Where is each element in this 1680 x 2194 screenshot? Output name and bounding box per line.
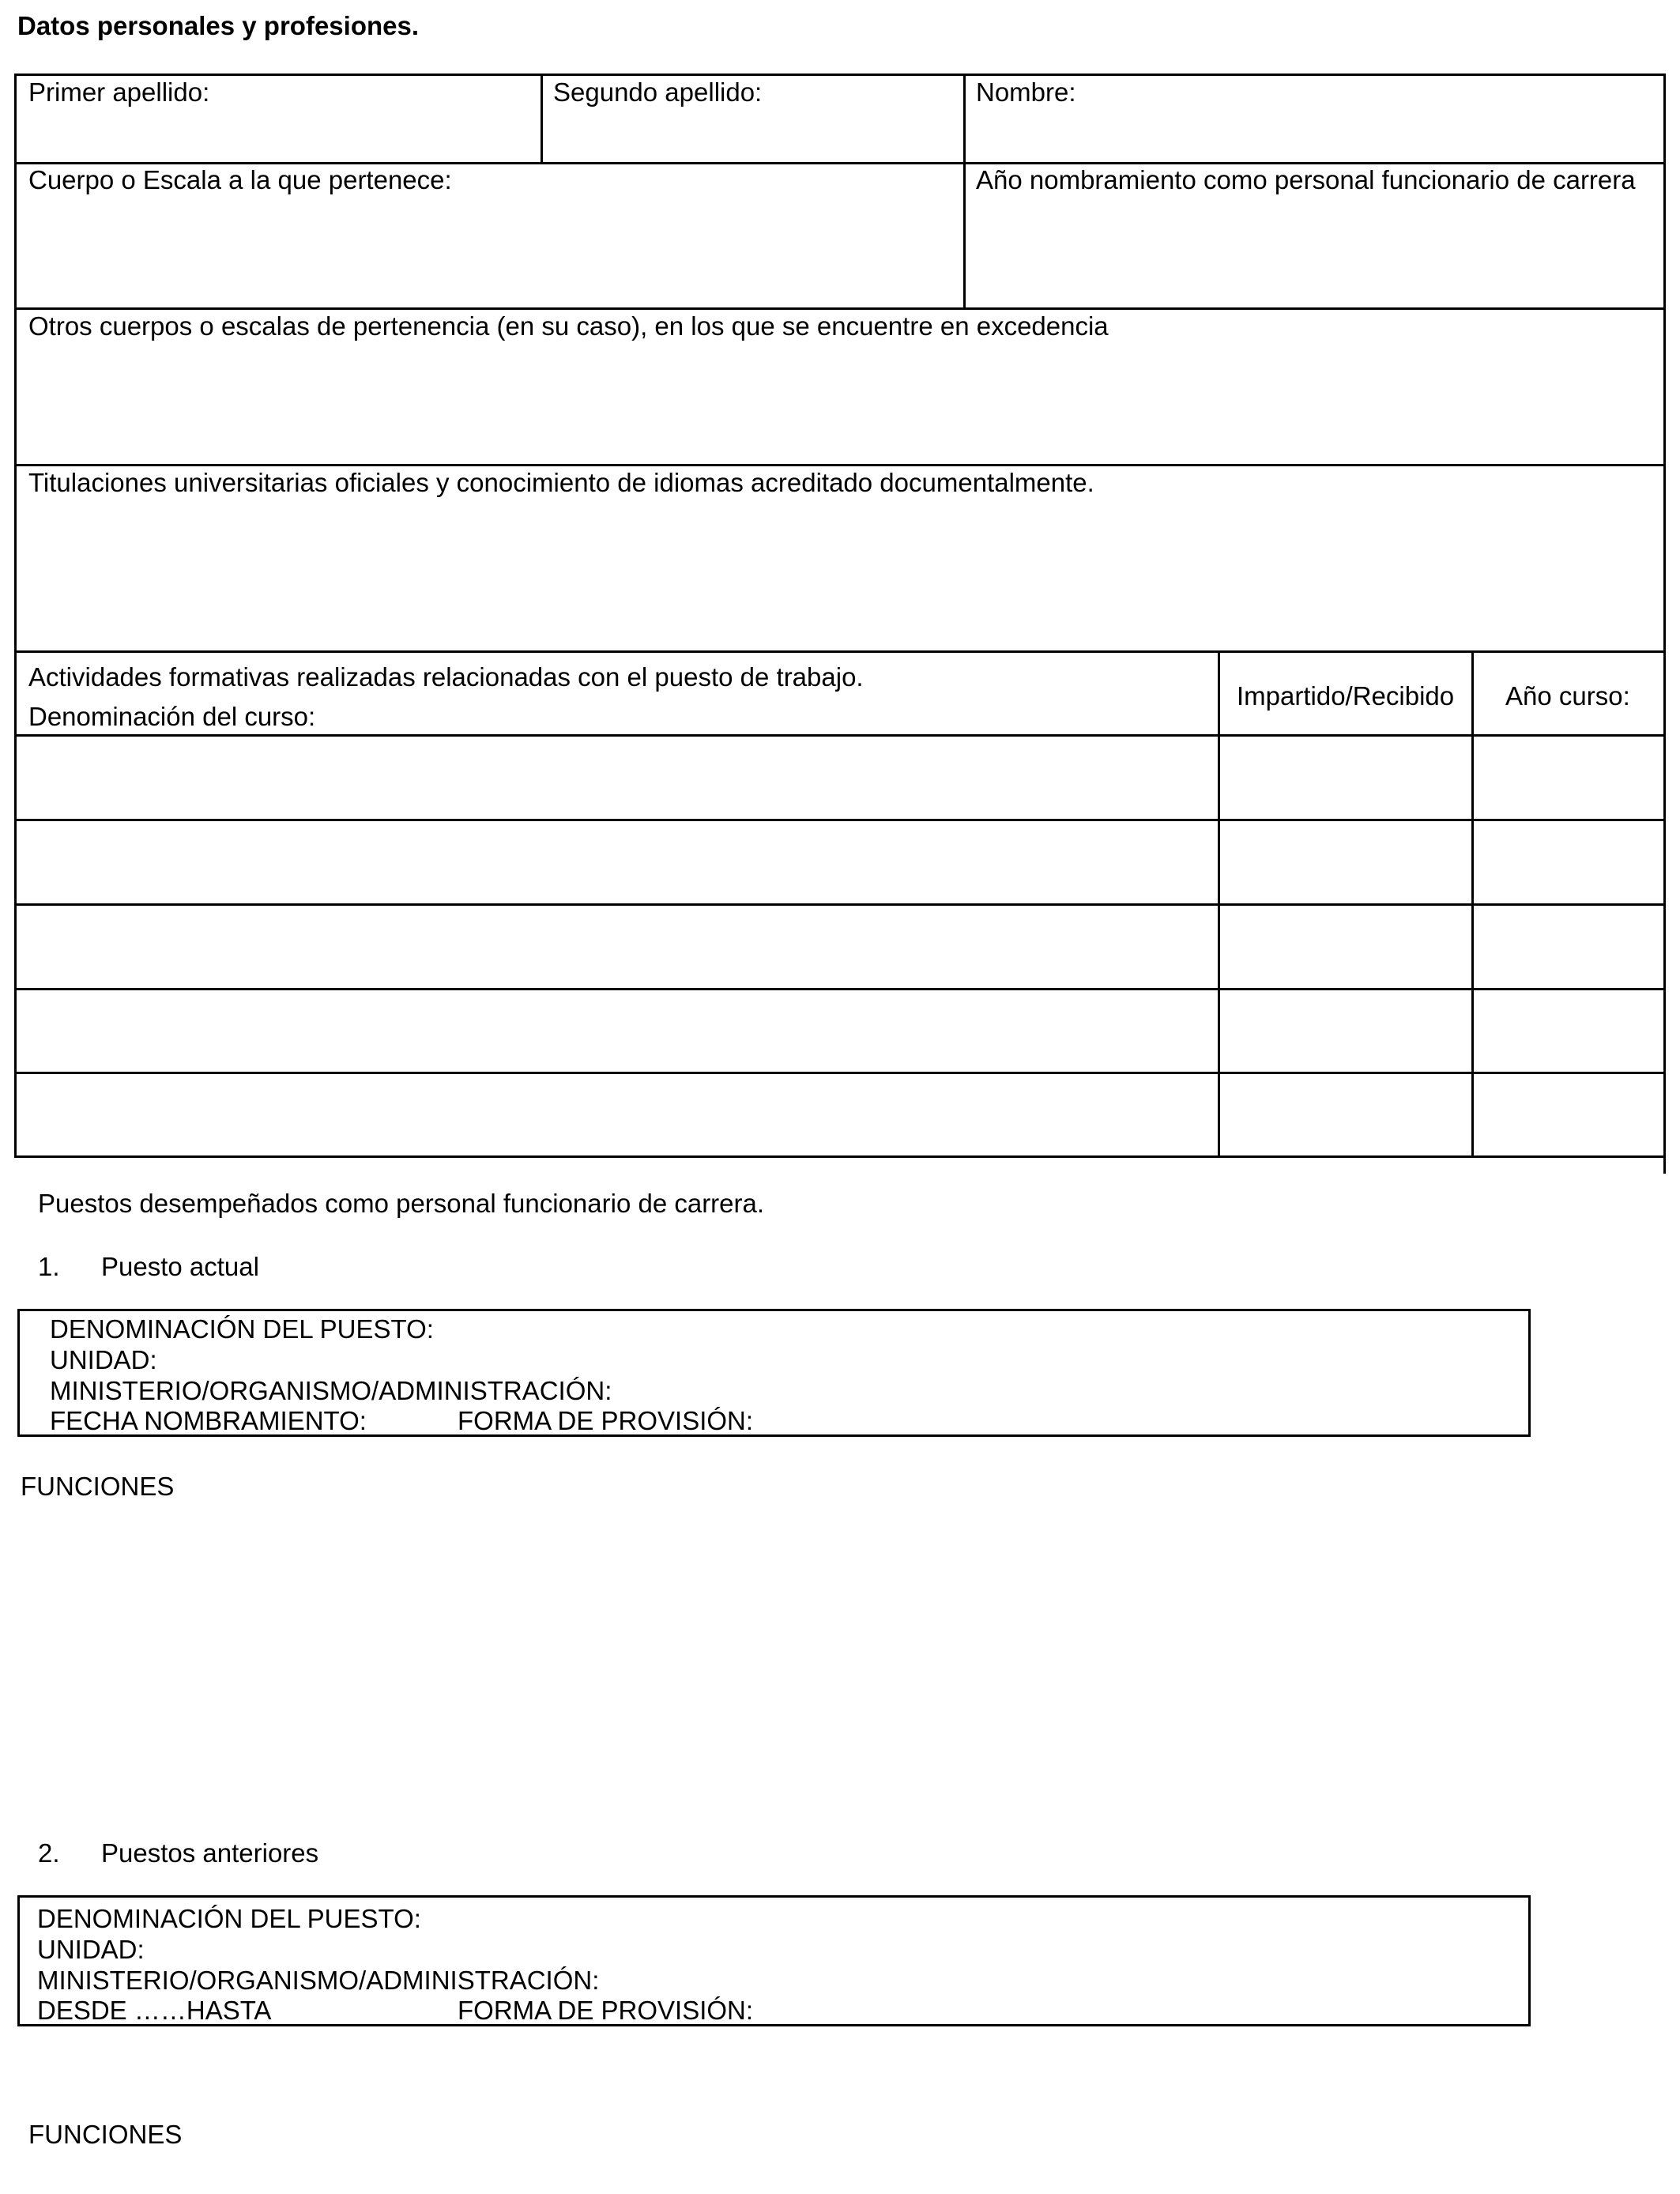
puesto-actual-fecha: FECHA NOMBRAMIENTO: <box>50 1406 367 1435</box>
puestos-anteriores-box <box>17 1895 1531 2026</box>
puesto-actual-number: 1. <box>38 1252 60 1281</box>
puesto-actual-box <box>17 1309 1531 1437</box>
puesto-actual-denominacion: DENOMINACIÓN DEL PUESTO: <box>50 1314 434 1344</box>
puestos-anteriores-ministerio: MINISTERIO/ORGANISMO/ADMINISTRACIÓN: <box>37 1966 600 1995</box>
col-anio-header: Año curso: <box>1505 681 1630 711</box>
puesto-actual-ministerio: MINISTERIO/ORGANISMO/ADMINISTRACIÓN: <box>50 1376 612 1405</box>
puesto-actual-unidad: UNIDAD: <box>50 1345 157 1374</box>
puesto-actual-title: Puesto actual <box>101 1252 259 1281</box>
otros-cuerpos-label: Otros cuerpos o escalas de pertenencia (en su caso), en los que se encuentre en excedencia <box>28 311 1109 341</box>
puesto-actual-forma: FORMA DE PROVISIÓN: <box>458 1406 754 1435</box>
puestos-intro: Puestos desempeñados como personal funcionario de carrera. <box>38 1189 765 1218</box>
puesto-actual-funciones: FUNCIONES <box>21 1472 175 1501</box>
puestos-anteriores-denominacion: DENOMINACIÓN DEL PUESTO: <box>37 1904 421 1933</box>
primer-apellido-label: Primer apellido: <box>28 77 210 107</box>
puestos-anteriores-desde-hasta: DESDE ……HASTA <box>37 1996 272 2025</box>
segundo-apellido-label: Segundo apellido: <box>553 77 763 107</box>
titulaciones-label: Titulaciones universitarias oficiales y conocimiento de idiomas acreditado documentalmente. <box>28 468 1094 497</box>
puestos-anteriores-funciones: FUNCIONES <box>28 2120 183 2149</box>
anio-nombramiento-label: Año nombramiento como personal funcionario de carrera <box>976 165 1636 194</box>
nombre-label: Nombre: <box>976 77 1076 107</box>
cuerpo-escala-label: Cuerpo o Escala a la que pertenece: <box>28 165 452 194</box>
col-impartido-header: Impartido/Recibido <box>1237 681 1455 711</box>
courses-header-line1: Actividades formativas realizadas relacionadas con el puesto de trabajo. <box>28 662 864 692</box>
puestos-anteriores-title: Puestos anteriores <box>101 1838 319 1868</box>
puestos-anteriores-number: 2. <box>38 1838 60 1868</box>
section-title: Datos personales y profesiones. <box>17 11 420 40</box>
puestos-anteriores-unidad: UNIDAD: <box>37 1935 145 1964</box>
courses-header-line2: Denominación del curso: <box>28 702 316 731</box>
puestos-anteriores-forma: FORMA DE PROVISIÓN: <box>458 1996 754 2025</box>
